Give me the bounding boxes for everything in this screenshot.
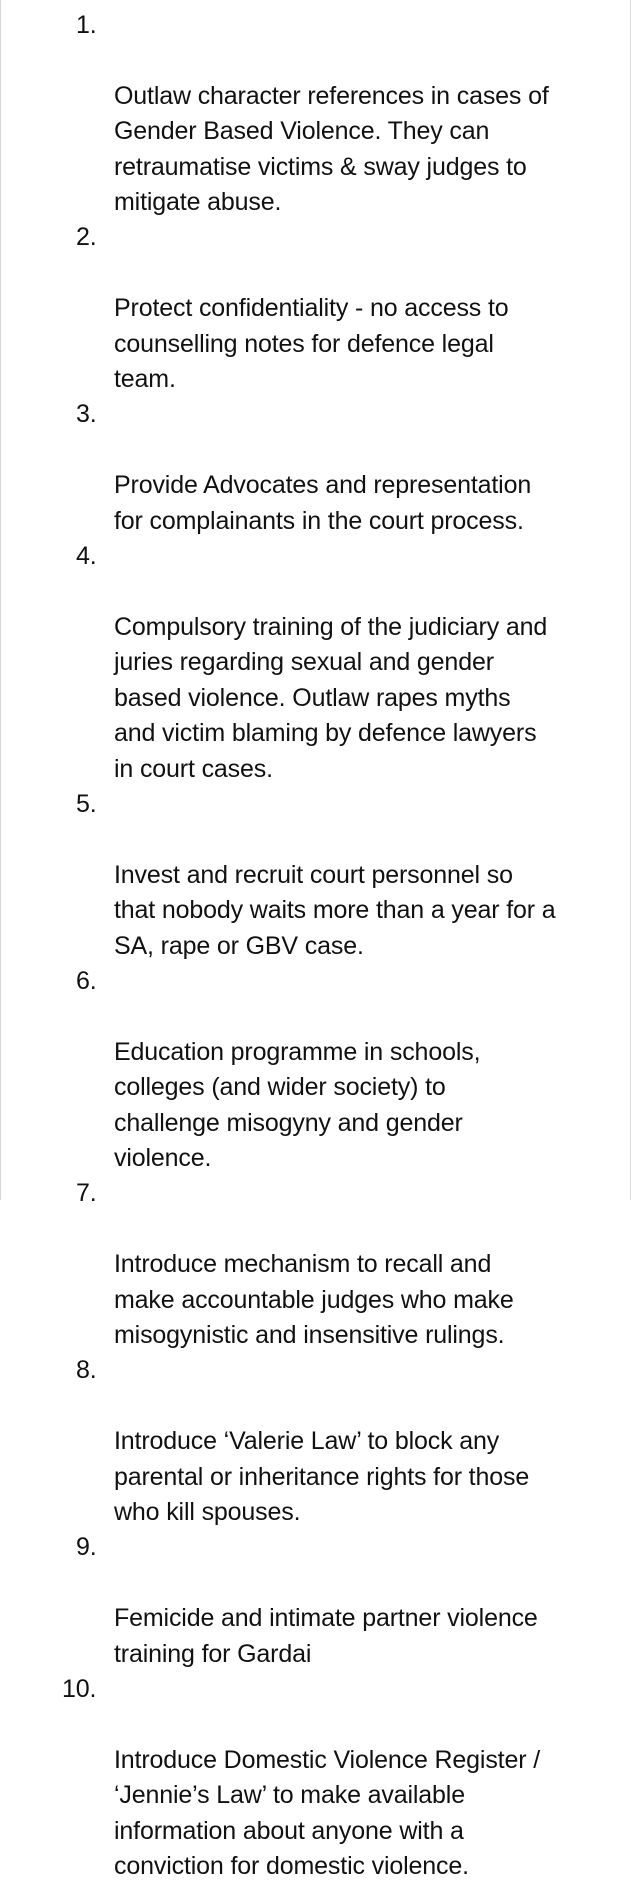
list-item — [0, 1530, 631, 1672]
item-number: 5. — [76, 789, 97, 818]
list-item — [0, 787, 631, 964]
list-item — [0, 539, 631, 787]
item-number: 8. — [76, 1356, 97, 1385]
item-text: Outlaw character references in cases of Gender Based Violence. They can retraumatise victims & sway judges to mitigate abuse. — [114, 81, 549, 217]
item-number: 3. — [76, 400, 97, 429]
item-number: 2. — [76, 223, 97, 252]
item-text: Femicide and intimate partner violence training for Gardai — [114, 1604, 538, 1668]
item-text: Protect confidentiality - no access to counselling notes for defence legal team. — [114, 294, 509, 394]
item-text: Provide Advocates and representation for complainants in the court process. — [114, 471, 532, 535]
item-text: Introduce ‘Valerie Law’ to block any parental or inheritance rights for those who kill spouses. — [114, 1427, 530, 1527]
list-item — [0, 397, 631, 539]
list-item — [0, 964, 631, 1176]
item-text: Compulsory training of the judiciary and juries regarding sexual and gender based violence. Outlaw rapes myths and victim blaming by defence lawyers in court cases. — [114, 612, 548, 783]
demands-list — [0, 8, 631, 1885]
item-number: 6. — [76, 966, 97, 995]
item-number: 1. — [76, 11, 97, 39]
item-text: Introduce Domestic Violence Register / ‘Jennie’s Law’ to make available information about anyone with a conviction for domestic violence. — [114, 1745, 540, 1881]
list-item — [0, 8, 631, 220]
item-text: Invest and recruit court personnel so that nobody waits more than a year for a SA, rape or GBV case. — [114, 860, 556, 960]
item-number: 7. — [76, 1179, 97, 1208]
item-text: Education programme in schools, colleges (and wider society) to challenge misogyny and gender violence. — [114, 1037, 481, 1172]
list-item — [0, 1176, 631, 1353]
item-number: 4. — [76, 542, 97, 571]
item-text: Introduce mechanism to recall and make accountable judges who make misogynistic and insensitive rulings. — [114, 1250, 514, 1350]
list-item — [0, 1353, 631, 1530]
list-item — [0, 220, 631, 397]
item-number: 10. — [62, 1675, 97, 1704]
list-item — [0, 1672, 631, 1884]
item-number: 9. — [76, 1533, 97, 1562]
